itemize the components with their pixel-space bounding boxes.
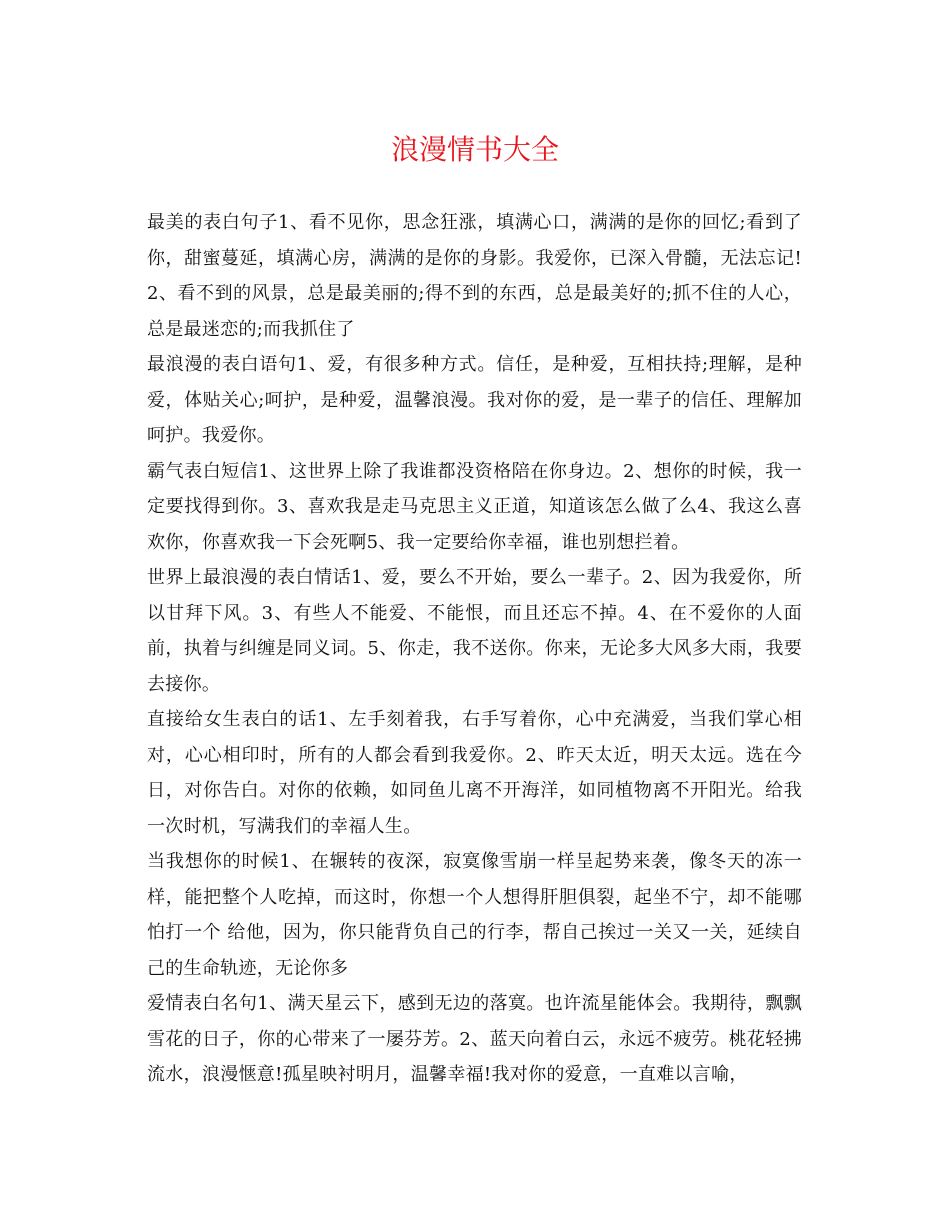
paragraph-2: 最浪漫的表白语句1、爱，有很多种方式。信任，是种爱，互相扶持;理解，是种爱，体贴关心;呵护，是种爱，温馨浪漫。我对你的爱，是一辈子的信任、理解加呵护。我爱你。 (147, 354, 803, 446)
document-body (147, 205, 802, 1093)
paragraph-1: 最美的表白句子1、看不见你，思念狂涨，填满心口，满满的是你的回忆;看到了你，甜蜜蔓延，填满心房，满满的是你的身影。我爱你，已深入骨髓，无法忘记!2、看不到的风景，总是最美丽的;得不到的东西，总是最美好的;抓不住的人心，总是最迷恋的;而我抓住了 (147, 212, 802, 340)
paragraph-5: 直接给女生表白的话1、左手刻着我，右手写着你，心中充满爱，当我们掌心相对，心心相印时，所有的人都会看到我爱你。2、昨天太近，明天太远。选在今日，对你告白。对你的依赖，如同鱼儿离不开海洋，如同植物离不开阳光。给我一次时机，写满我们的幸福人生。 (147, 709, 802, 837)
paragraph-3: 霸气表白短信1、这世界上除了我谁都没资格陪在你身边。2、想你的时候，我一定要找得到你。3、喜欢我是走马克思主义正道，知道该怎么做了么4、我这么喜欢你，你喜欢我一下会死啊5、我一定要给你幸福，谁也别想拦着。 (147, 460, 802, 553)
document-title: 浪漫情书大全 (390, 133, 559, 166)
paragraph-4: 世界上最浪漫的表白情话1、爱，要么不开始，要么一辈子。2、因为我爱你，所以甘拜下风。3、有些人不能爱、不能恨，而且还忘不掉。4、在不爱你的人面前，执着与纠缠是同义词。5、你走，我不送你。你来，无论多大风多大雨，我要去接你。 (147, 567, 802, 695)
paragraph-6: 当我想你的时候1、在辗转的夜深，寂寞像雪崩一样呈起势来袭，像冬天的冻一样，能把整个人吃掉，而这时，你想一个人想得肝胆俱裂，起坐不宁，却不能哪怕打一个 给他，因为，你只能背负自己的行李，帮自己挨过一关又一关，延续自己的生命轨迹，无论你多 (147, 851, 802, 979)
paragraph-7: 爱情表白名句1、满天星云下，感到无边的落寞。也许流星能体会。我期待，飘飘雪花的日子，你的心带来了一屡芬芳。2、蓝天向着白云，永远不疲劳。桃花轻拂流水，浪漫惬意!孤星映衬明月，温馨幸福!我对你的爱意，一直难以言喻， (147, 993, 802, 1085)
